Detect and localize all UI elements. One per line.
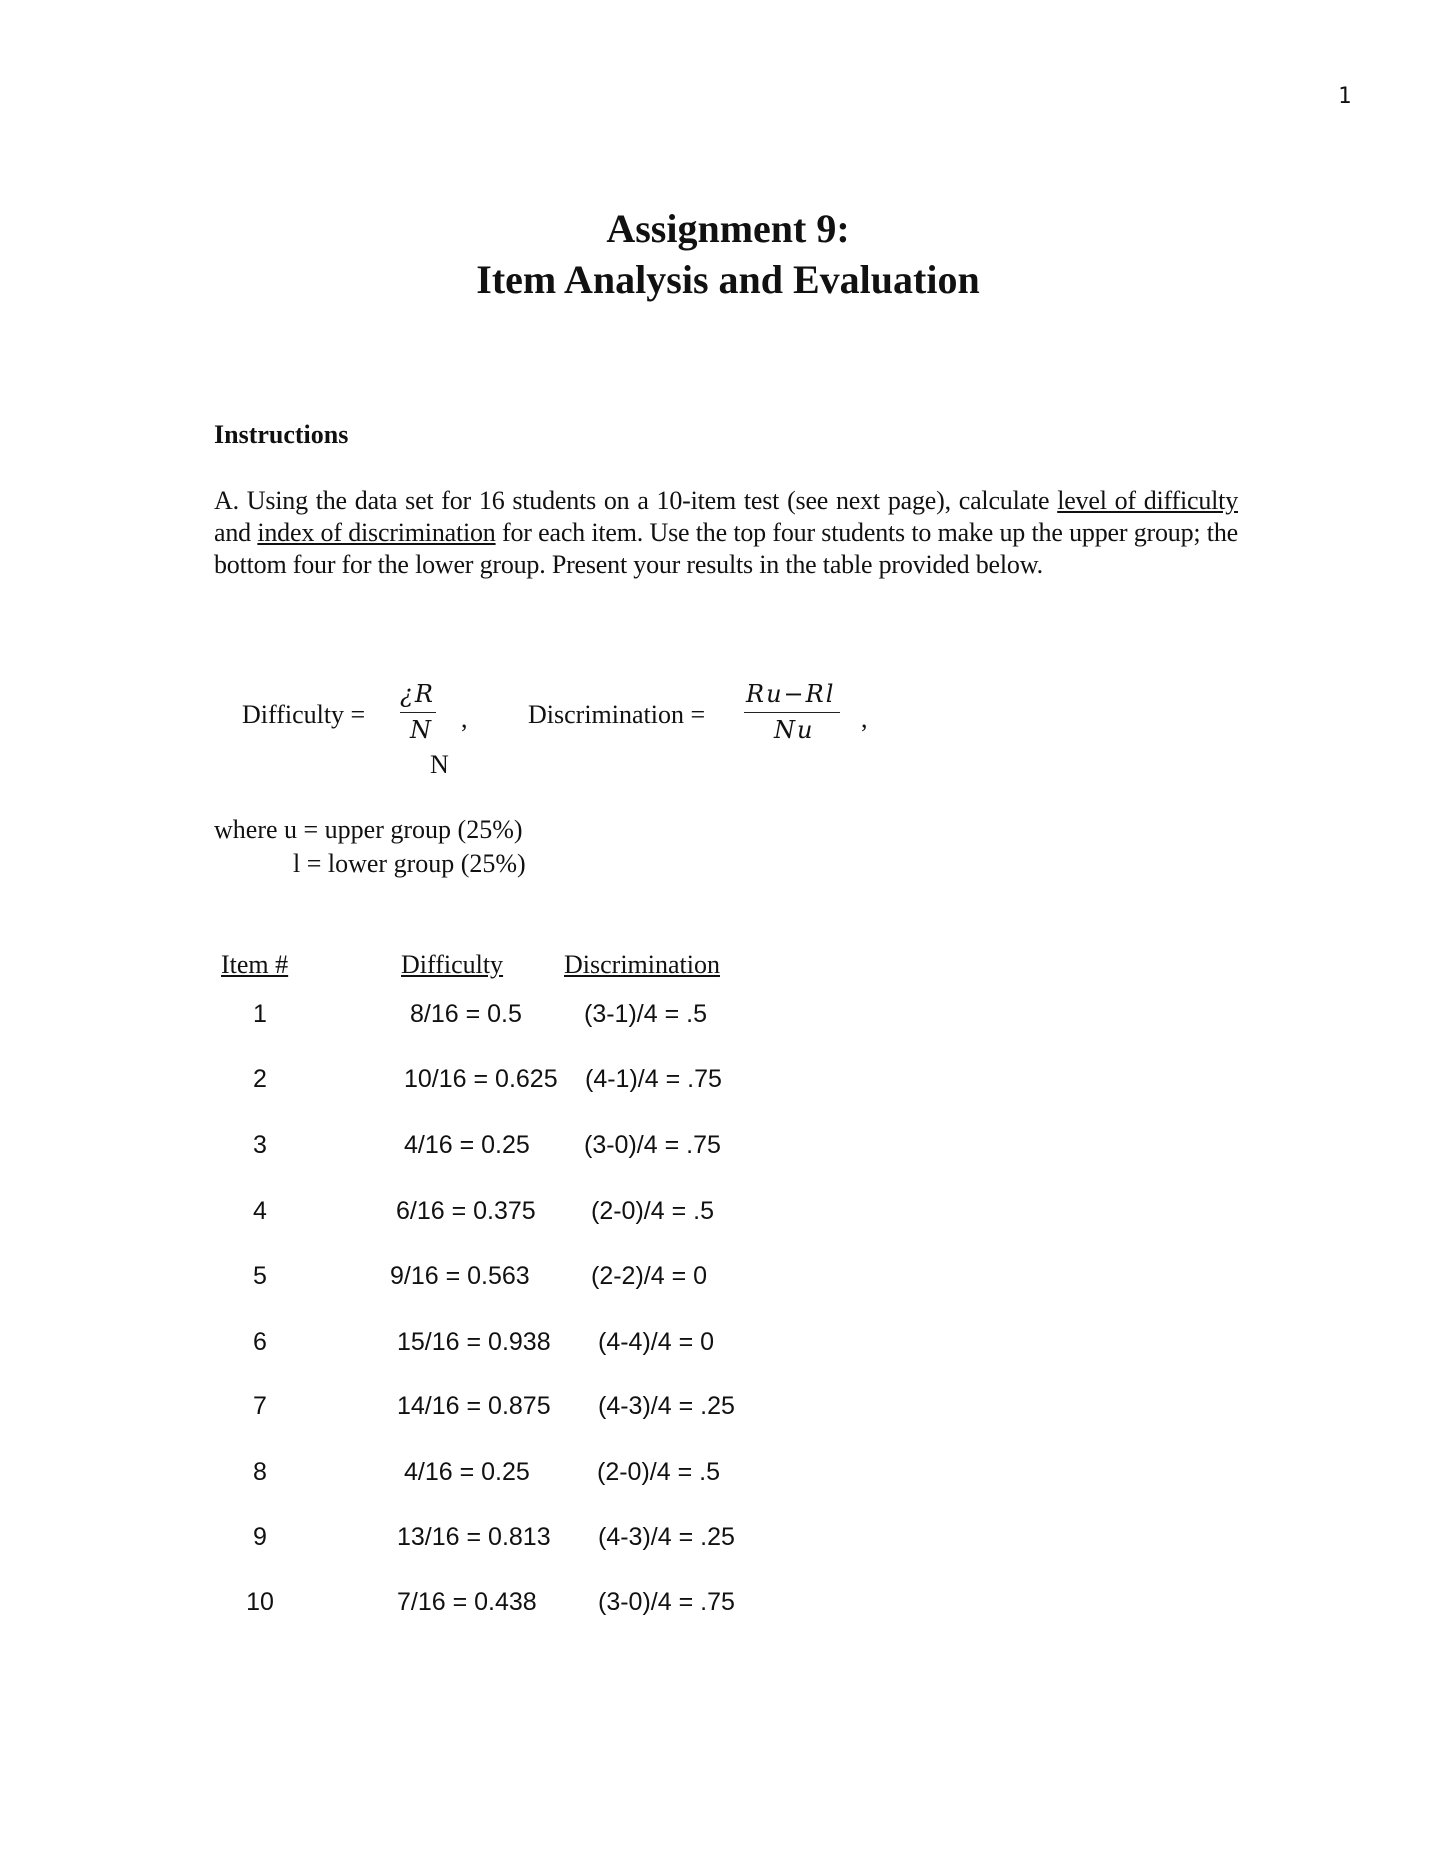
discrimination-value: (4-4)/4 = 0 — [598, 1328, 715, 1356]
item-number: 6 — [253, 1328, 267, 1356]
para-text-mid: and — [214, 518, 258, 547]
difficulty-value: 8/16 = 0.5 — [410, 1000, 522, 1028]
item-number: 4 — [253, 1197, 267, 1225]
page-number: 1 — [1338, 84, 1352, 109]
difficulty-below-n: N — [430, 750, 449, 779]
where-upper: where u = upper group (25%) — [214, 815, 523, 844]
difficulty-value: 14/16 = 0.875 — [397, 1392, 551, 1420]
discrimination-value: (3-0)/4 = .75 — [598, 1588, 735, 1616]
discrimination-comma: , — [861, 704, 868, 733]
index-of-discrimination-link: index of discrimination — [257, 518, 496, 547]
discrimination-value: (4-3)/4 = .25 — [598, 1523, 735, 1551]
discrimination-value: (3-1)/4 = .5 — [584, 1000, 707, 1028]
table-row — [0, 1065, 1456, 1105]
table-row — [0, 1197, 1456, 1237]
instructions-paragraph — [214, 485, 1238, 581]
table-row — [0, 1328, 1456, 1368]
table-row — [0, 1392, 1456, 1432]
header-discrimination: Discrimination — [564, 950, 720, 979]
difficulty-value: 9/16 = 0.563 — [390, 1262, 530, 1290]
discrimination-value: (2-2)/4 = 0 — [591, 1262, 708, 1290]
difficulty-denominator: N — [410, 716, 433, 744]
table-row — [0, 1588, 1456, 1628]
difficulty-value: 13/16 = 0.813 — [397, 1523, 551, 1551]
item-number: 5 — [253, 1262, 267, 1290]
discrimination-denominator: Nu — [774, 716, 815, 744]
table-row — [0, 1523, 1456, 1563]
difficulty-label: Difficulty = — [242, 700, 366, 729]
table-row — [0, 1262, 1456, 1302]
difficulty-numerator: ¿R — [400, 680, 435, 708]
discrimination-value: (4-3)/4 = .25 — [598, 1392, 735, 1420]
where-lower: l = lower group (25%) — [293, 849, 526, 878]
difficulty-value: 4/16 = 0.25 — [404, 1458, 530, 1486]
item-number: 2 — [253, 1065, 267, 1093]
item-number: 10 — [246, 1588, 274, 1616]
discrimination-value: (2-0)/4 = .5 — [591, 1197, 714, 1225]
discrimination-fraction-bar — [744, 712, 840, 713]
difficulty-value: 6/16 = 0.375 — [396, 1197, 536, 1225]
item-number: 1 — [253, 1000, 267, 1028]
discrimination-value: (2-0)/4 = .5 — [597, 1458, 720, 1486]
difficulty-value: 7/16 = 0.438 — [397, 1588, 537, 1616]
para-text-post: for each item. Use the top four students to make up the upper group; the bottom four for the lower group. Present your results in the table provided below. — [214, 518, 1238, 579]
difficulty-value: 15/16 = 0.938 — [397, 1328, 551, 1356]
discrimination-label: Discrimination = — [528, 700, 706, 729]
level-of-difficulty-link: level of difficulty — [1057, 486, 1238, 515]
item-number: 7 — [253, 1392, 267, 1420]
title-line-2: Item Analysis and Evaluation — [476, 257, 980, 302]
table-row — [0, 1000, 1456, 1040]
header-difficulty: Difficulty — [401, 950, 504, 979]
table-row — [0, 1131, 1456, 1171]
difficulty-fraction-bar — [400, 712, 436, 713]
difficulty-value: 10/16 = 0.625 — [404, 1065, 558, 1093]
difficulty-comma: , — [461, 704, 468, 733]
instructions-heading: Instructions — [214, 420, 349, 449]
item-number: 8 — [253, 1458, 267, 1486]
item-number: 9 — [253, 1523, 267, 1551]
discrimination-numerator: Ru−Rl — [746, 680, 836, 708]
discrimination-value: (4-1)/4 = .75 — [585, 1065, 722, 1093]
para-text-pre: A. Using the data set for 16 students on a 10-item test (see next page), calculate — [214, 486, 1058, 515]
item-number: 3 — [253, 1131, 267, 1159]
difficulty-value: 4/16 = 0.25 — [404, 1131, 530, 1159]
title-line-1: Assignment 9: — [606, 206, 850, 251]
discrimination-value: (3-0)/4 = .75 — [584, 1131, 721, 1159]
header-item: Item # — [221, 950, 289, 979]
table-row — [0, 1458, 1456, 1498]
